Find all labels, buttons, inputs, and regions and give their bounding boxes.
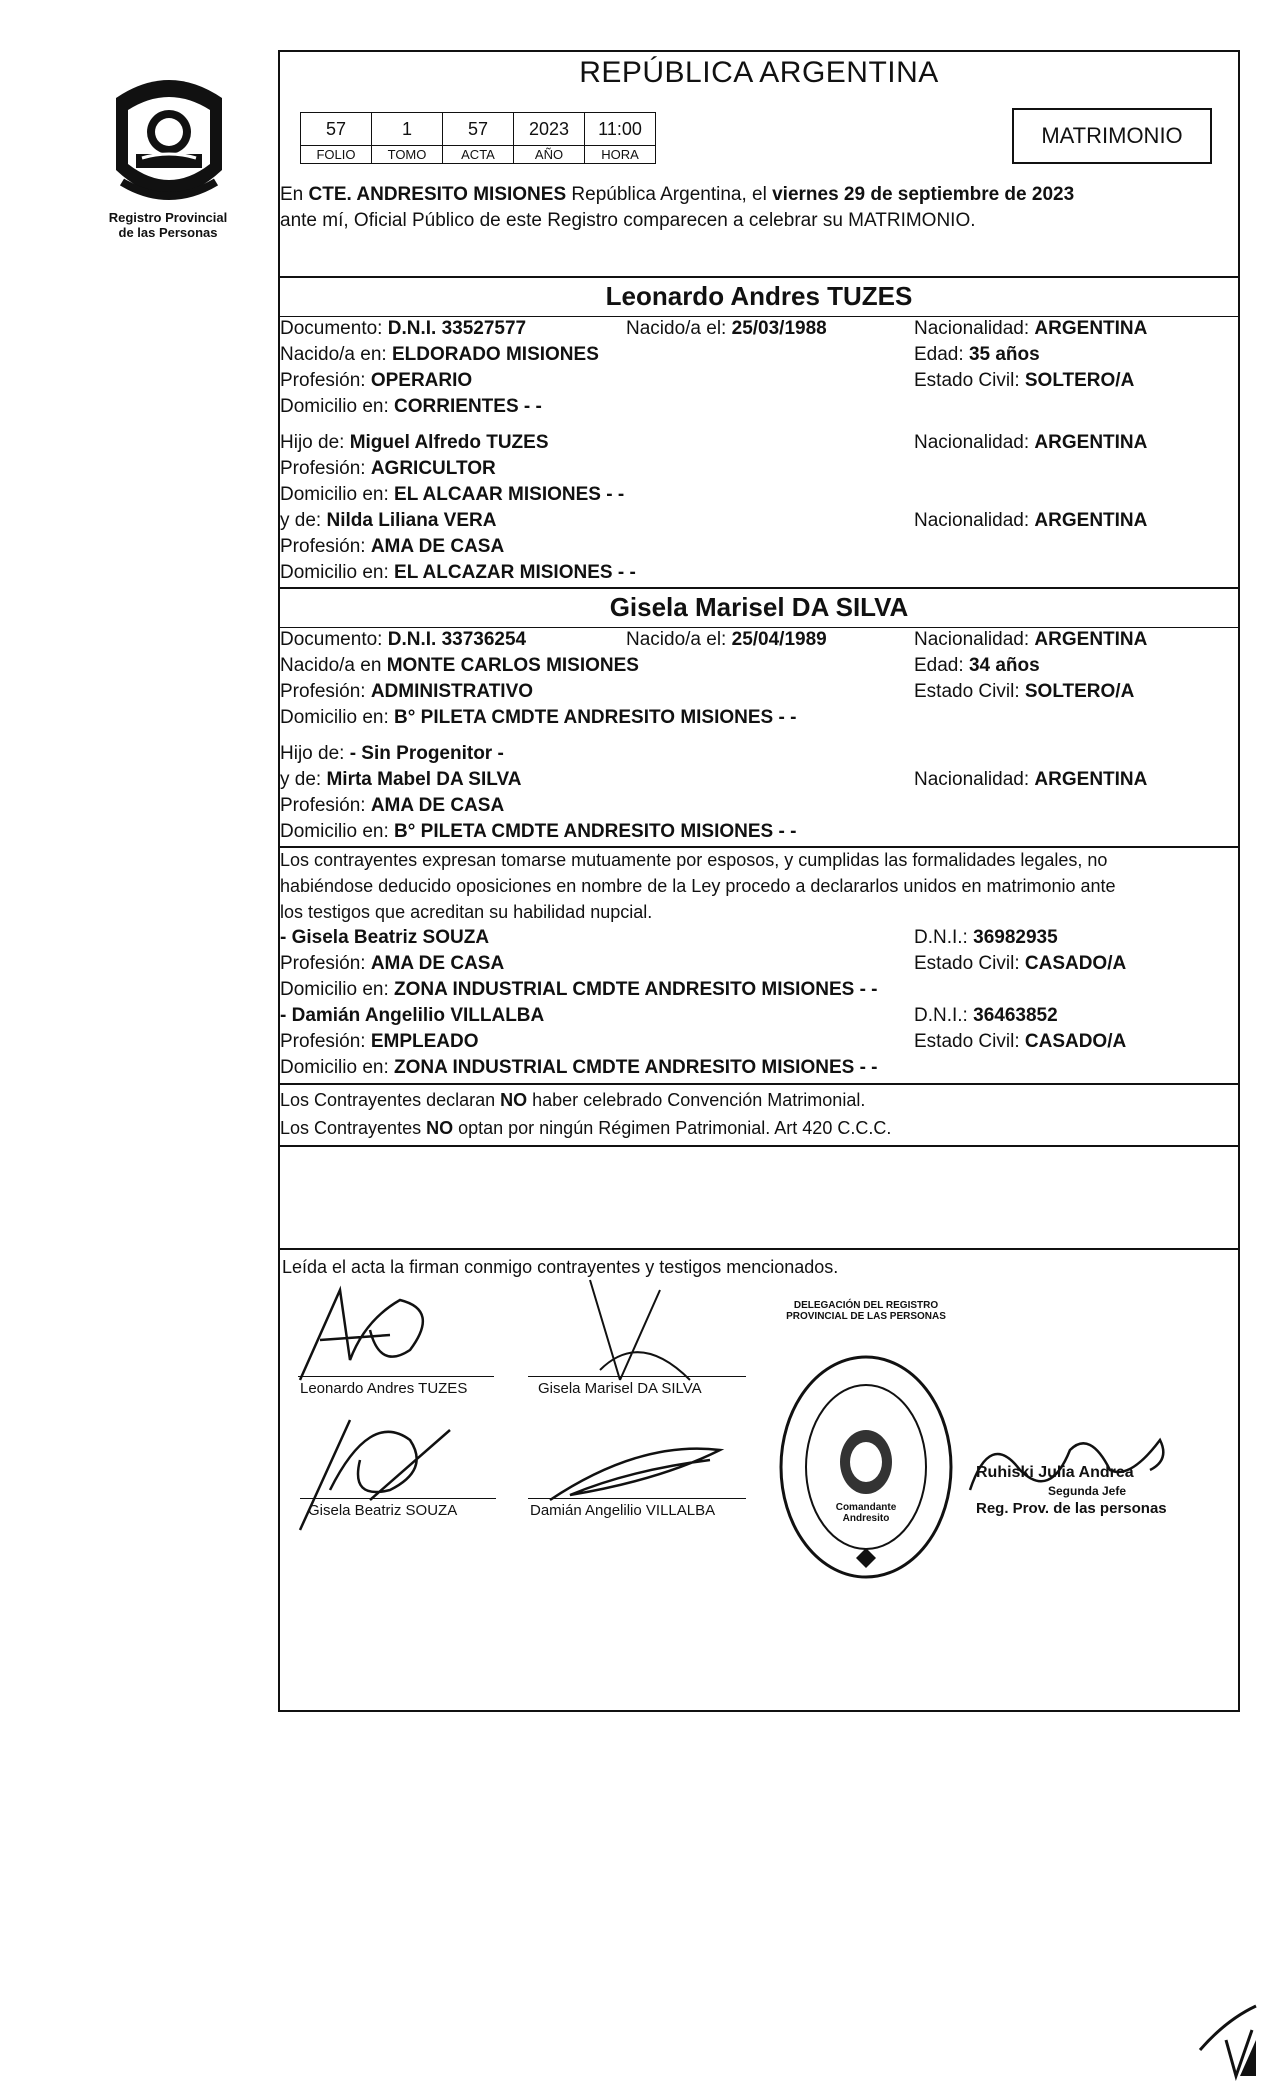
divider: [278, 1083, 1240, 1085]
tomo-value: 1: [372, 113, 443, 146]
c1-profesion: Profesión: OPERARIO: [280, 370, 473, 391]
testigo-2-estado: Estado Civil: CASADO/A: [914, 1031, 1127, 1052]
c2-padre: Hijo de: - Sin Progenitor -: [280, 743, 504, 764]
testigo-1-estado: Estado Civil: CASADO/A: [914, 953, 1127, 974]
declaracion-line-2: habiéndose deducido oposiciones en nombre de la Ley procedo a declararlos unidos en matrimonio ante: [280, 876, 1116, 896]
page-title: REPÚBLICA ARGENTINA: [579, 56, 939, 89]
c1-madre-domicilio: Domicilio en: EL ALCAZAR MISIONES - -: [280, 562, 636, 583]
contrayente-1-name: Leonardo Andres TUZES: [605, 281, 913, 311]
stamp-text: DELEGACIÓN DEL REGISTRO PROVINCIAL DE LAS PERSONAS: [786, 1300, 946, 1322]
c2-madre-domicilio: Domicilio en: B° PILETA CMDTE ANDRESITO MISIONES - -: [280, 821, 797, 842]
c1-madre-profesion: Profesión: AMA DE CASA: [280, 536, 505, 557]
signature-1-label: Leonardo Andres TUZES: [300, 1380, 468, 1397]
leida-acta: Leída el acta la firman conmigo contrayentes y testigos mencionados.: [282, 1257, 839, 1277]
c1-madre-nacionalidad: Nacionalidad: ARGENTINA: [914, 510, 1148, 531]
anio-label: AÑO: [514, 146, 585, 164]
c1-madre: y de: Nilda Liliana VERA: [280, 510, 497, 531]
c2-edad: Edad: 34 años: [914, 655, 1040, 676]
signature-3-scrawl: [290, 1400, 470, 1540]
official-stamp-icon: [776, 1352, 956, 1582]
testigo-2-domicilio: Domicilio en: ZONA INDUSTRIAL CMDTE ANDRESITO MISIONES - -: [280, 1057, 878, 1078]
testigo-2-profesion: Profesión: EMPLEADO: [280, 1031, 479, 1052]
registro-table: [300, 112, 656, 164]
tomo-label: TOMO: [372, 146, 443, 164]
signature-line-1: [298, 1376, 494, 1377]
signature-line-2: [528, 1376, 746, 1377]
signature-3-label: Gisela Beatriz SOUZA: [308, 1502, 458, 1519]
c1-domicilio: Domicilio en: CORRIENTES - -: [280, 396, 542, 417]
divider: [278, 1248, 1240, 1250]
c1-documento: Documento: D.N.I. 33527577: [280, 318, 527, 339]
c1-padre-nacionalidad: Nacionalidad: ARGENTINA: [914, 432, 1148, 453]
c1-nacionalidad: Nacionalidad: ARGENTINA: [914, 318, 1148, 339]
testigo-1-domicilio: Domicilio en: ZONA INDUSTRIAL CMDTE ANDRESITO MISIONES - -: [280, 979, 878, 1000]
c2-nacido-el: Nacido/a el: 25/04/1989: [626, 629, 827, 650]
declaracion-line-1: Los contrayentes expresan tomarse mutuamente por esposos, y cumplidas las formalidades legales, no: [280, 850, 1108, 870]
signature-line-4: [528, 1498, 746, 1499]
c1-nacido-el: Nacido/a el: 25/03/1988: [626, 318, 827, 339]
c1-padre: Hijo de: Miguel Alfredo TUZES: [280, 432, 549, 453]
testigo-2-nombre: - Damián Angelilio VILLALBA: [280, 1005, 545, 1026]
c2-profesion: Profesión: ADMINISTRATIVO: [280, 681, 534, 702]
signature-1-scrawl: [290, 1280, 450, 1390]
folio-value: 57: [301, 113, 372, 146]
c2-madre: y de: Mirta Mabel DA SILVA: [280, 769, 522, 790]
c2-domicilio: Domicilio en: B° PILETA CMDTE ANDRESITO MISIONES - -: [280, 707, 797, 728]
declaracion-line-3: los testigos que acreditan su habilidad nupcial.: [280, 902, 653, 922]
signature-line-3: [300, 1498, 496, 1499]
c2-documento: Documento: D.N.I. 33736254: [280, 629, 527, 650]
signature-4-label: Damián Angelilio VILLALBA: [530, 1502, 716, 1519]
convencion-line-1: Los Contrayentes declaran NO haber celebrado Convención Matrimonial.: [280, 1090, 866, 1110]
testigo-2-dni: D.N.I.: 36463852: [914, 1005, 1058, 1026]
c2-madre-nacionalidad: Nacionalidad: ARGENTINA: [914, 769, 1148, 790]
c2-nacido-en: Nacido/a en MONTE CARLOS MISIONES: [280, 655, 639, 676]
tipo-acta-box: MATRIMONIO: [1012, 108, 1212, 164]
divider: [278, 276, 1240, 278]
c2-estado-civil: Estado Civil: SOLTERO/A: [914, 681, 1135, 702]
hora-label: HORA: [585, 146, 656, 164]
divider: [278, 587, 1240, 589]
c1-estado-civil: Estado Civil: SOLTERO/A: [914, 370, 1135, 391]
acta-value: 57: [443, 113, 514, 146]
anio-value: 2023: [514, 113, 585, 146]
testigo-1-dni: D.N.I.: 36982935: [914, 927, 1058, 948]
c1-edad: Edad: 35 años: [914, 344, 1040, 365]
contrayente-2-name: Gisela Marisel DA SILVA: [609, 592, 909, 622]
intro-line-2: ante mí, Oficial Público de este Registro comparecen a celebrar su MATRIMONIO.: [280, 210, 976, 231]
testigo-1-nombre: - Gisela Beatriz SOUZA: [280, 927, 490, 948]
acta-label: ACTA: [443, 146, 514, 164]
divider: [278, 1145, 1240, 1147]
official-registro: Reg. Prov. de las personas: [976, 1500, 1167, 1517]
corner-mark-icon: [1196, 2000, 1260, 2080]
signature-4-scrawl: [540, 1440, 740, 1510]
stamp-center-text: Comandante Andresito: [835, 1502, 897, 1524]
hora-value: 11:00: [585, 113, 656, 146]
logo-caption: Registro Provincial de las Personas: [108, 210, 228, 240]
signature-2-scrawl: [560, 1270, 720, 1390]
official-name: Ruhiski Julia Andrea: [976, 1464, 1134, 1481]
c2-nacionalidad: Nacionalidad: ARGENTINA: [914, 629, 1148, 650]
c1-nacido-en: Nacido/a en: ELDORADO MISIONES: [280, 344, 599, 365]
c1-padre-domicilio: Domicilio en: EL ALCAAR MISIONES - -: [280, 484, 625, 505]
official-cargo: Segunda Jefe: [1048, 1484, 1127, 1498]
c2-madre-profesion: Profesión: AMA DE CASA: [280, 795, 505, 816]
testigo-1-profesion: Profesión: AMA DE CASA: [280, 953, 505, 974]
provincia-de-misiones-seal-icon: [108, 70, 230, 210]
c1-padre-profesion: Profesión: AGRICULTOR: [280, 458, 496, 479]
convencion-line-2: Los Contrayentes NO optan por ningún Régimen Patrimonial. Art 420 C.C.C.: [280, 1118, 892, 1138]
signature-2-label: Gisela Marisel DA SILVA: [538, 1380, 702, 1397]
intro-line-1: En CTE. ANDRESITO MISIONES República Argentina, el viernes 29 de septiembre de 2023: [280, 184, 1075, 205]
folio-label: FOLIO: [301, 146, 372, 164]
